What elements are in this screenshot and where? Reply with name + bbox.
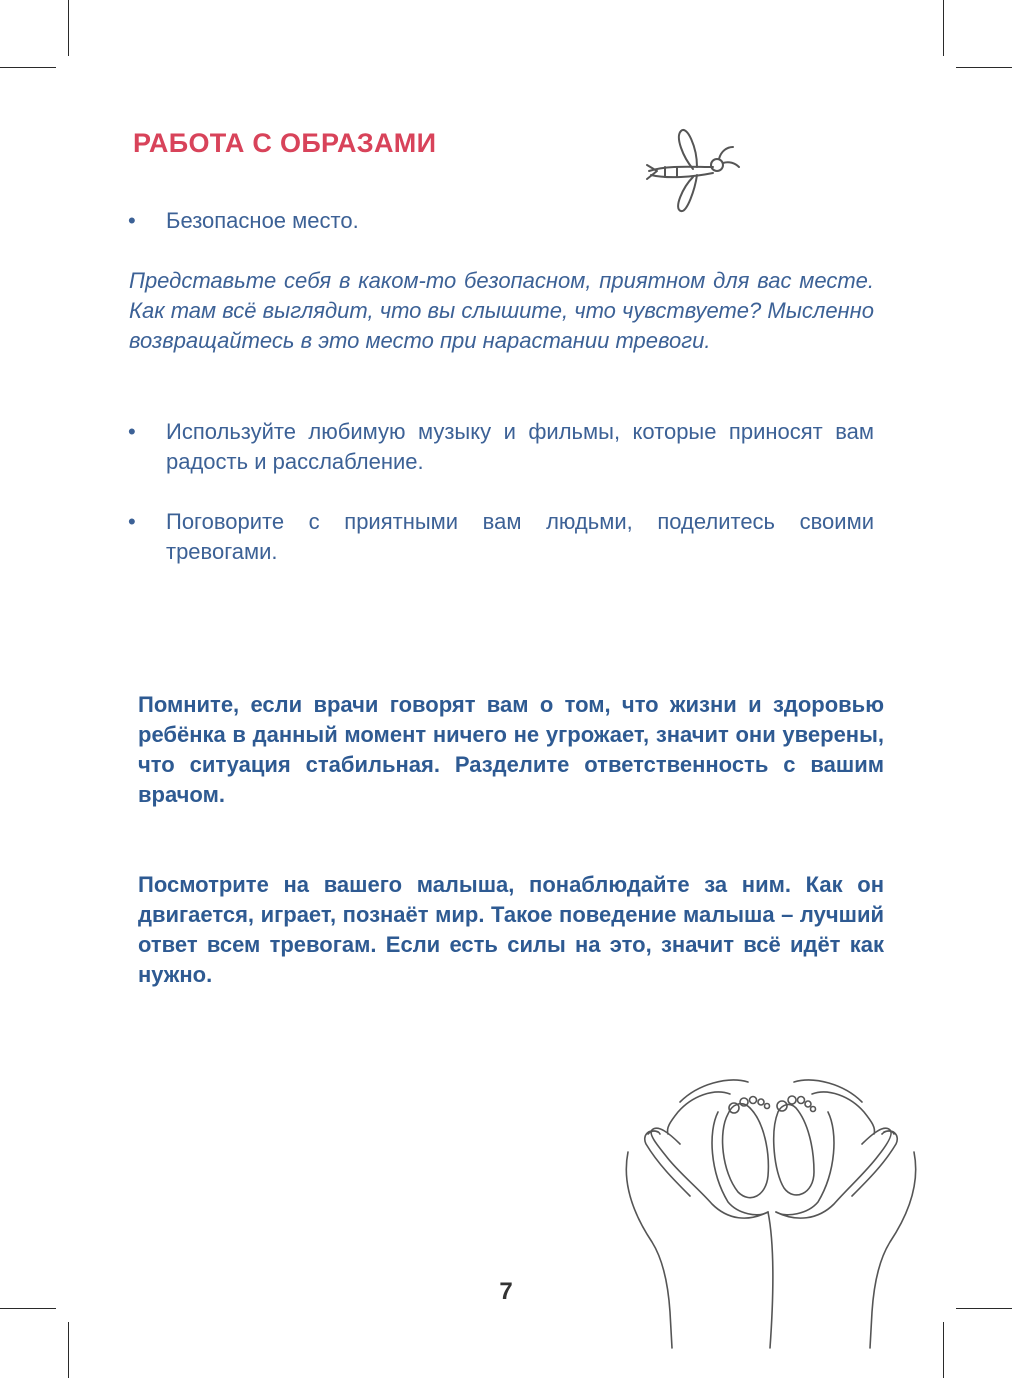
bullet-item-talk-to-people (128, 507, 874, 567)
bullet-marker: • (128, 208, 136, 233)
bullet-text: Используйте любимую музыку и фильмы, которые приносят вам радость и расслабление. (166, 419, 874, 474)
watch-baby-paragraph: Посмотрите на вашего малыша, понаблюдайте за ним. Как он двигается, играет, познаёт мир. Такое поведение малыша – лучший ответ всем тревогам. Если есть силы на это, значит всё идёт как нужно. (138, 872, 884, 987)
hands-holding-baby-feet-icon (618, 1072, 924, 1352)
crop-mark-top-right-vertical (943, 0, 944, 56)
dragonfly-icon (643, 127, 743, 217)
bullet-text: Безопасное место. (166, 208, 359, 233)
crop-mark-top-right-horizontal (956, 67, 1012, 68)
crop-mark-bottom-right-vertical (943, 1322, 944, 1378)
safe-place-instruction: Представьте себя в каком-то безопасном, приятном для вас месте. Как там всё выглядит, что вы слышите, что чувствуете? Мысленно возвращайтесь в это место при нарастании тревоги. (129, 268, 874, 353)
bullet-marker: • (128, 419, 136, 444)
crop-mark-top-left-vertical (68, 0, 69, 56)
bullet-item-music-films (128, 417, 874, 477)
bullet-text: Поговорите с приятными вам людьми, поделитесь своими тревогами. (166, 509, 874, 564)
bullet-item-safe-place (128, 206, 874, 236)
doctor-reassurance-paragraph: Помните, если врачи говорят вам о том, что жизни и здоровью ребёнка в данный момент ничего не угрожает, значит они уверены, что ситуация стабильная. Разделите ответственность с вашим врачом. (138, 692, 884, 807)
bullet-marker: • (128, 509, 136, 534)
crop-mark-top-left-horizontal (0, 67, 56, 68)
crop-mark-bottom-right-horizontal (956, 1308, 1012, 1309)
page-number: 7 (499, 1278, 513, 1305)
crop-mark-bottom-left-vertical (68, 1322, 69, 1378)
crop-mark-bottom-left-horizontal (0, 1308, 56, 1309)
page-title: РАБОТА С ОБРАЗАМИ (133, 128, 437, 158)
